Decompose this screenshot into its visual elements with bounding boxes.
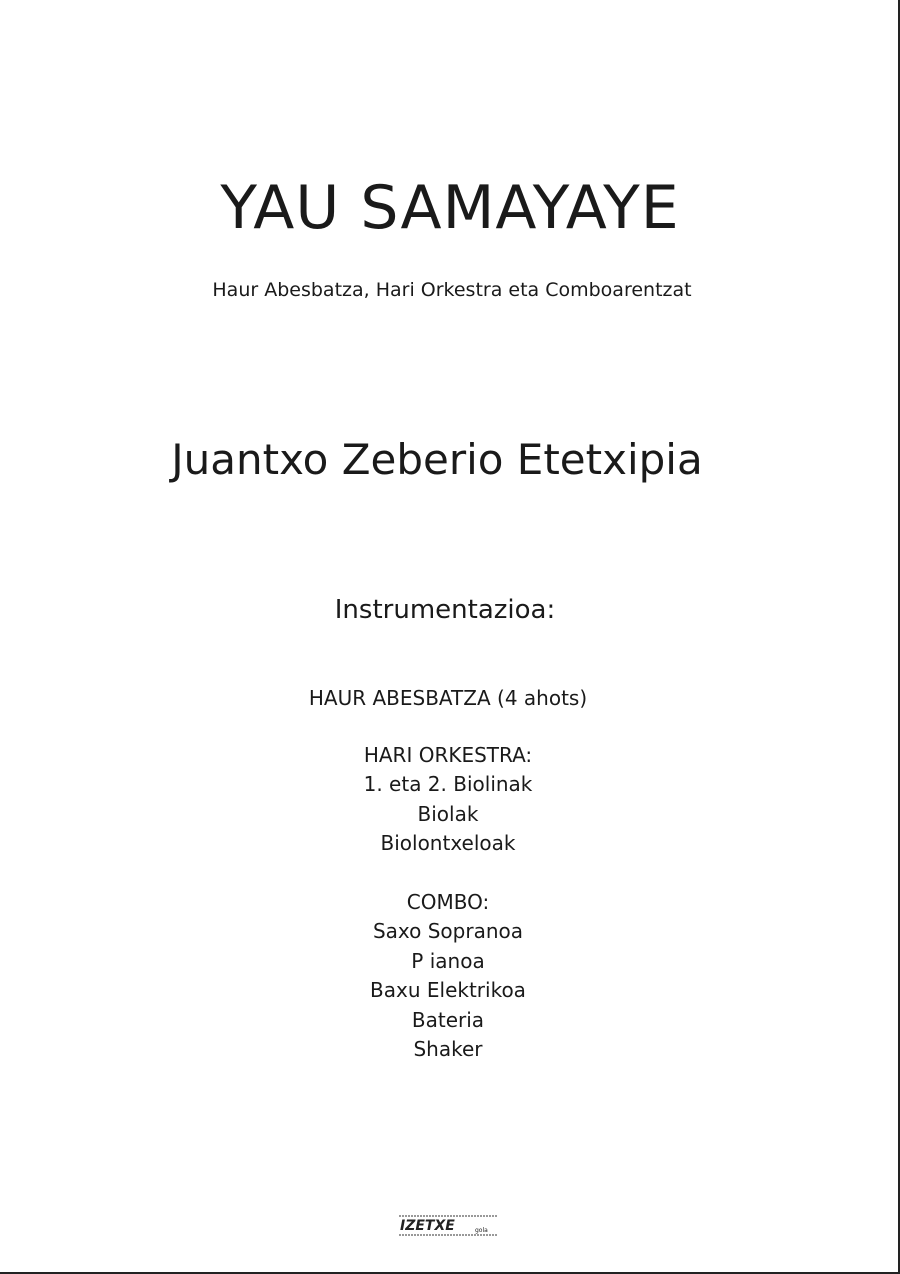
string-orchestra-heading: HARI ORKESTRA: [363,743,533,767]
instrument-item: Biolontxeloak [380,831,516,856]
publisher-logo [397,1213,501,1239]
instrument-item: Shaker [413,1037,483,1062]
logo-suffix: gola [475,1227,488,1234]
instrument-item: Baxu Elektrikoa [370,978,526,1003]
composer-name: Juantxo Zeberio Etetxipia [171,435,703,484]
page-subtitle: Haur Abesbatza, Hari Orkestra eta Comboarentzat [212,279,692,301]
instrument-item: Bateria [411,1007,485,1032]
combo-heading: COMBO: [406,890,490,914]
choir-label: HAUR ABESBATZA (4 ahots) [308,686,588,710]
instrument-item: 1. eta 2. Biolinak [363,772,533,797]
page-title: YAU SAMAYAYE [220,173,680,243]
choir-section [0,684,898,713]
instrument-item: Saxo Sopranoa [372,919,524,944]
combo-section [0,888,898,1064]
instrument-item: P ianoa [411,948,485,973]
string-orchestra-section [0,741,898,859]
logo-text: IZETXE [400,1218,455,1234]
instrumentation-heading: Instrumentazioa: [334,595,556,625]
instrument-item: Biolak [417,801,479,826]
